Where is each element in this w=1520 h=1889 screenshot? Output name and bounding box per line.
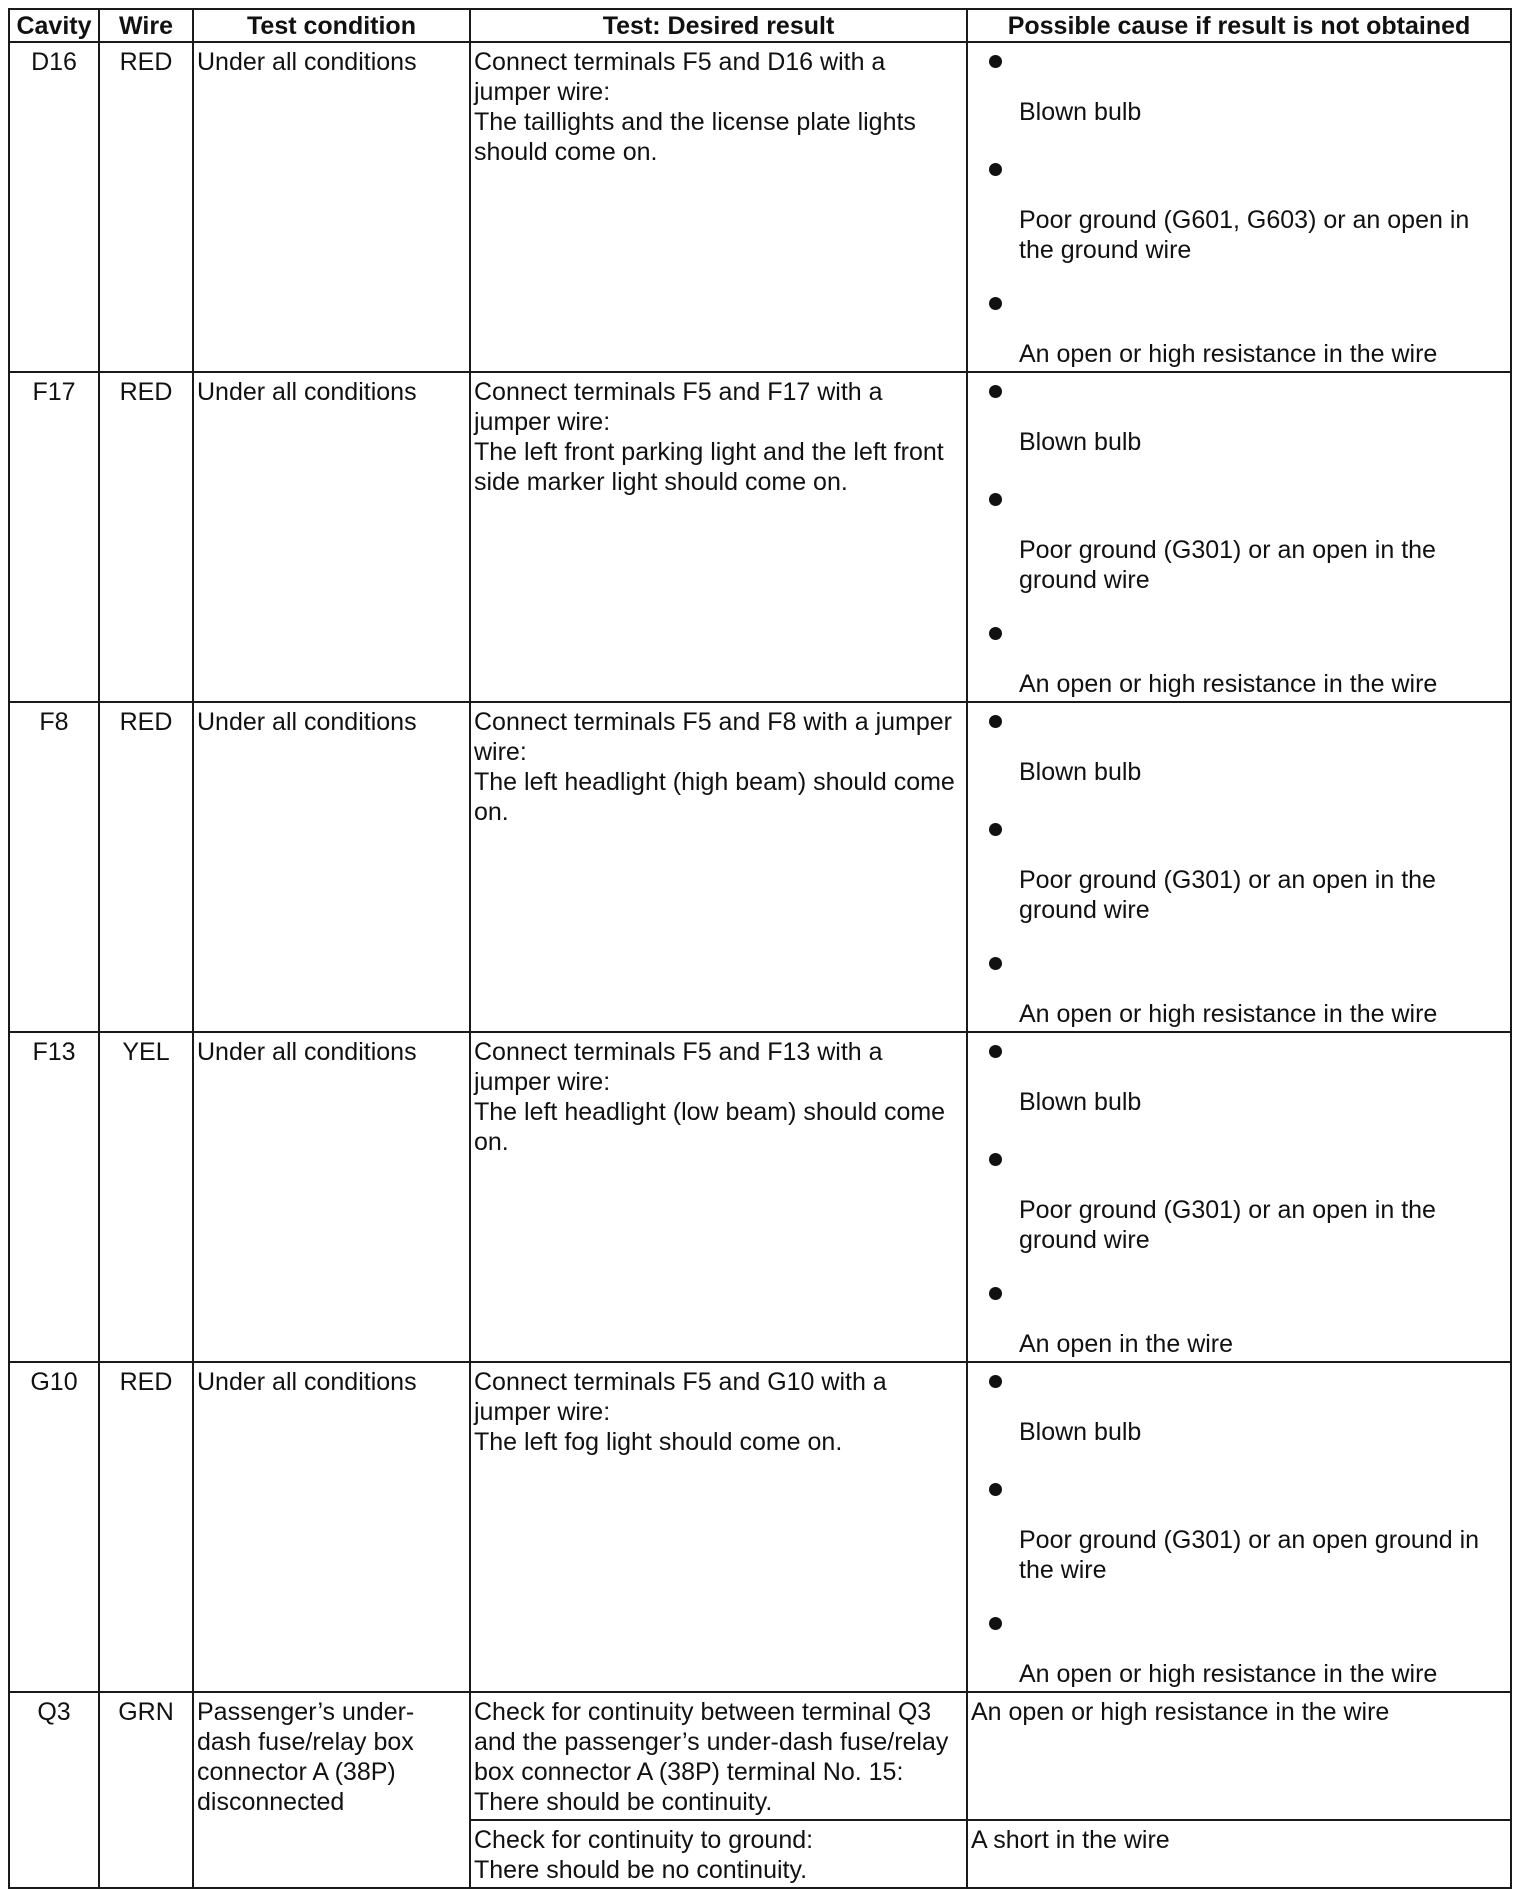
bullet-icon bbox=[989, 385, 1002, 398]
result-instruction: Check for continuity between terminal Q3 and the passenger’s under-dash fuse/relay box connector A (38P) terminal No. 15: bbox=[474, 1698, 949, 1786]
bullet-icon bbox=[989, 1617, 1002, 1630]
result-instruction: Connect terminals F5 and F8 with a jumper wire: bbox=[474, 708, 952, 766]
wire-cell: RED bbox=[99, 1362, 193, 1692]
cause-item: Blown bulb bbox=[971, 47, 1507, 155]
table-row bbox=[9, 42, 1511, 372]
bullet-icon bbox=[989, 1375, 1002, 1388]
cause-cell bbox=[967, 42, 1511, 372]
cause-list bbox=[971, 47, 1507, 369]
header-wire: Wire bbox=[99, 9, 193, 42]
cause-list bbox=[971, 377, 1507, 699]
condition-cell: Under all conditions bbox=[193, 702, 470, 1032]
bullet-icon bbox=[989, 627, 1002, 640]
cause-item: Poor ground (G301) or an open in the ground wire bbox=[971, 485, 1507, 619]
result-cell bbox=[470, 1362, 967, 1692]
cause-item: Blown bulb bbox=[971, 1367, 1507, 1475]
cause-item: Blown bulb bbox=[971, 377, 1507, 485]
condition-cell: Under all conditions bbox=[193, 42, 470, 372]
bullet-icon bbox=[989, 1045, 1002, 1058]
bullet-icon bbox=[989, 163, 1002, 176]
cause-cell: An open or high resistance in the wire bbox=[967, 1692, 1511, 1820]
result-instruction: Connect terminals F5 and D16 with a jumper wire: bbox=[474, 48, 886, 106]
result-cell bbox=[470, 1692, 967, 1820]
test-table bbox=[8, 8, 1512, 1889]
condition-cell: Under all conditions bbox=[193, 1032, 470, 1362]
cavity-cell: Q3 bbox=[9, 1692, 99, 1888]
result-instruction: Check for continuity to ground: bbox=[474, 1826, 814, 1854]
header-cavity: Cavity bbox=[9, 9, 99, 42]
result-instruction: Connect terminals F5 and G10 with a jumper wire: bbox=[474, 1368, 887, 1426]
cause-cell bbox=[967, 1362, 1511, 1692]
result-expectation: The left front parking light and the left front side marker light should come on. bbox=[474, 438, 944, 496]
cause-item: Poor ground (G301) or an open in the ground wire bbox=[971, 1145, 1507, 1279]
cause-item: An open or high resistance in the wire bbox=[971, 1609, 1507, 1689]
cause-item: Poor ground (G301) or an open ground in the wire bbox=[971, 1475, 1507, 1609]
cavity-cell: G10 bbox=[9, 1362, 99, 1692]
result-expectation: The left headlight (low beam) should come on. bbox=[474, 1098, 946, 1156]
result-cell bbox=[470, 702, 967, 1032]
result-cell bbox=[470, 42, 967, 372]
condition-cell: Passenger’s under-dash fuse/relay box connector A (38P) disconnected bbox=[193, 1692, 470, 1888]
result-expectation: There should be continuity. bbox=[474, 1788, 773, 1816]
result-cell bbox=[470, 372, 967, 702]
bullet-icon bbox=[989, 55, 1002, 68]
result-expectation: The left fog light should come on. bbox=[474, 1428, 843, 1456]
result-expectation: The taillights and the license plate lights should come on. bbox=[474, 108, 916, 166]
wire-cell: RED bbox=[99, 702, 193, 1032]
header-row bbox=[9, 9, 1511, 42]
header-test-condition: Test condition bbox=[193, 9, 470, 42]
cause-cell: A short in the wire bbox=[967, 1820, 1511, 1888]
cavity-cell: D16 bbox=[9, 42, 99, 372]
cause-item: An open or high resistance in the wire bbox=[971, 619, 1507, 699]
result-cell bbox=[470, 1032, 967, 1362]
cause-cell bbox=[967, 372, 1511, 702]
cause-item: Poor ground (G301) or an open in the ground wire bbox=[971, 815, 1507, 949]
cause-item: An open or high resistance in the wire bbox=[971, 289, 1507, 369]
bullet-icon bbox=[989, 1287, 1002, 1300]
bullet-icon bbox=[989, 297, 1002, 310]
table-row bbox=[9, 1032, 1511, 1362]
result-instruction: Connect terminals F5 and F17 with a jumper wire: bbox=[474, 378, 883, 436]
result-expectation: The left headlight (high beam) should come on. bbox=[474, 768, 955, 826]
cause-list bbox=[971, 1037, 1507, 1359]
bullet-icon bbox=[989, 1153, 1002, 1166]
cause-item: Blown bulb bbox=[971, 1037, 1507, 1145]
table-row bbox=[9, 1692, 1511, 1820]
cause-item: An open in the wire bbox=[971, 1279, 1507, 1359]
wire-cell: GRN bbox=[99, 1692, 193, 1888]
cavity-cell: F17 bbox=[9, 372, 99, 702]
cause-item: Poor ground (G601, G603) or an open in the ground wire bbox=[971, 155, 1507, 289]
wire-cell: RED bbox=[99, 42, 193, 372]
header-desired-result: Test: Desired result bbox=[470, 9, 967, 42]
table-row bbox=[9, 1362, 1511, 1692]
condition-cell: Under all conditions bbox=[193, 372, 470, 702]
cause-item: Blown bulb bbox=[971, 707, 1507, 815]
wire-cell: RED bbox=[99, 372, 193, 702]
cavity-cell: F13 bbox=[9, 1032, 99, 1362]
table-row bbox=[9, 372, 1511, 702]
bullet-icon bbox=[989, 823, 1002, 836]
cause-list bbox=[971, 1367, 1507, 1689]
cavity-cell: F8 bbox=[9, 702, 99, 1032]
table-row bbox=[9, 702, 1511, 1032]
bullet-icon bbox=[989, 957, 1002, 970]
result-expectation: There should be no continuity. bbox=[474, 1856, 808, 1884]
wire-cell: YEL bbox=[99, 1032, 193, 1362]
bullet-icon bbox=[989, 493, 1002, 506]
result-instruction: Connect terminals F5 and F13 with a jumper wire: bbox=[474, 1038, 883, 1096]
condition-cell: Under all conditions bbox=[193, 1362, 470, 1692]
cause-cell bbox=[967, 702, 1511, 1032]
header-possible-cause: Possible cause if result is not obtained bbox=[967, 9, 1511, 42]
cause-cell bbox=[967, 1032, 1511, 1362]
bullet-icon bbox=[989, 1483, 1002, 1496]
cause-list bbox=[971, 707, 1507, 1029]
cause-item: An open or high resistance in the wire bbox=[971, 949, 1507, 1029]
bullet-icon bbox=[989, 715, 1002, 728]
